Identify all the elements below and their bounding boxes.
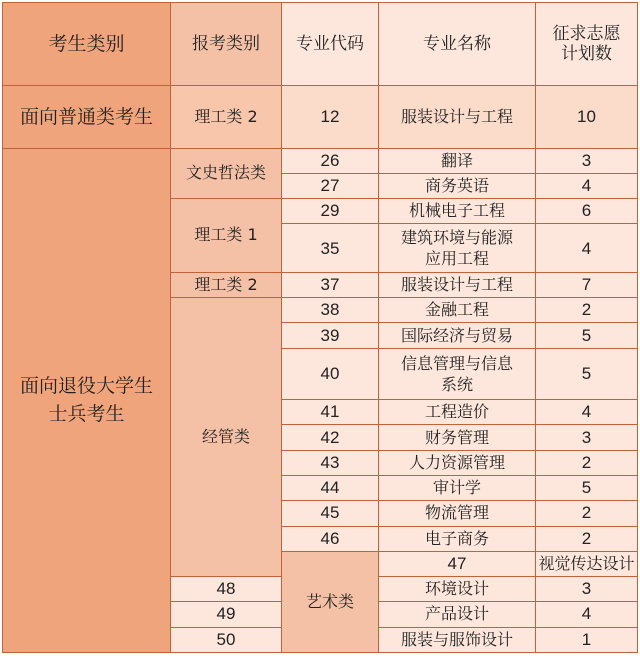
- plan-cell: 3: [536, 577, 638, 602]
- name-cell: 产品设计: [379, 602, 536, 627]
- code-cell: 41: [282, 400, 379, 425]
- plan-cell: 7: [536, 272, 638, 297]
- exam-type-cell: 理工类 2: [171, 85, 282, 148]
- plan-cell: 4: [536, 602, 638, 627]
- exam-type-wenshi: 文史哲法类: [171, 148, 282, 199]
- code-cell: 48: [171, 577, 282, 602]
- code-cell: 12: [282, 85, 379, 148]
- plan-cell: 10: [536, 85, 638, 148]
- header-plan-line1: 征求志愿: [552, 23, 621, 44]
- name-line2: 系统: [440, 374, 473, 394]
- plan-cell: 6: [536, 199, 638, 224]
- plan-cell: 2: [536, 450, 638, 475]
- name-cell: 审计学: [379, 476, 536, 501]
- header-category: 考生类别: [3, 3, 171, 86]
- code-cell: 27: [282, 173, 379, 198]
- code-cell: 26: [282, 148, 379, 173]
- header-plan-line2: 计划数: [561, 43, 612, 64]
- name-cell: 国际经济与贸易: [379, 323, 536, 348]
- exam-type-yishu: 艺术类: [282, 551, 379, 652]
- name-line1: 信息管理与信息: [400, 353, 513, 373]
- header-name: 专业名称: [379, 3, 536, 86]
- plan-cell: 3: [536, 425, 638, 450]
- name-cell: 电子商务: [379, 526, 536, 551]
- code-cell: 39: [282, 323, 379, 348]
- exam-type-jingguan: 经管类: [171, 298, 282, 577]
- name-cell: 工程造价: [379, 400, 536, 425]
- header-code: 专业代码: [282, 3, 379, 86]
- table-row: [3, 148, 638, 173]
- code-cell: 35: [282, 224, 379, 273]
- code-cell: 29: [282, 199, 379, 224]
- plan-cell: 5: [536, 348, 638, 400]
- name-cell: 服装与服饰设计: [379, 627, 536, 652]
- category-veteran-line1: 面向退役大学生: [19, 375, 153, 398]
- code-cell: 49: [171, 602, 282, 627]
- name-cell: [379, 224, 536, 273]
- header-exam-type: 报考类别: [171, 3, 282, 86]
- name-line2: 应用工程: [424, 249, 489, 269]
- header-row: [3, 3, 638, 86]
- code-cell: 45: [282, 501, 379, 526]
- name-cell: 物流管理: [379, 501, 536, 526]
- plan-cell: 4: [536, 400, 638, 425]
- plan-cell: 2: [536, 526, 638, 551]
- name-cell: 金融工程: [379, 298, 536, 323]
- plan-cell: 2: [536, 501, 638, 526]
- exam-type-ligong2: 理工类 2: [171, 272, 282, 297]
- name-cell: 机械电子工程: [379, 199, 536, 224]
- category-general: 面向普通类考生: [3, 85, 171, 148]
- plan-cell: 4: [536, 173, 638, 198]
- code-cell: 42: [282, 425, 379, 450]
- code-cell: 44: [282, 476, 379, 501]
- exam-type-ligong1: 理工类 1: [171, 199, 282, 273]
- name-cell: 环境设计: [379, 577, 536, 602]
- table-row: [3, 85, 638, 148]
- name-cell: 服装设计与工程: [379, 85, 536, 148]
- name-cell: [379, 348, 536, 400]
- plan-cell: 5: [536, 323, 638, 348]
- code-cell: 40: [282, 348, 379, 400]
- code-cell: 37: [282, 272, 379, 297]
- name-cell: 人力资源管理: [379, 450, 536, 475]
- name-cell: 视觉传达设计: [536, 551, 638, 576]
- name-cell: 服装设计与工程: [379, 272, 536, 297]
- code-cell: 46: [282, 526, 379, 551]
- code-cell: 43: [282, 450, 379, 475]
- plan-cell: 1: [536, 627, 638, 652]
- plan-cell: 3: [536, 148, 638, 173]
- name-cell: 商务英语: [379, 173, 536, 198]
- plan-cell: 5: [536, 476, 638, 501]
- category-veteran-line2: 士兵考生: [48, 403, 125, 426]
- code-cell: 38: [282, 298, 379, 323]
- code-cell: 50: [171, 627, 282, 652]
- plan-cell: 2: [536, 298, 638, 323]
- code-cell: 47: [379, 551, 536, 576]
- name-cell: 翻译: [379, 148, 536, 173]
- plan-cell: 4: [536, 224, 638, 273]
- header-plan: [536, 3, 638, 86]
- enrollment-plan-table: [2, 2, 638, 653]
- name-cell: 财务管理: [379, 425, 536, 450]
- category-veteran: [3, 148, 171, 652]
- name-line1: 建筑环境与能源: [400, 228, 513, 248]
